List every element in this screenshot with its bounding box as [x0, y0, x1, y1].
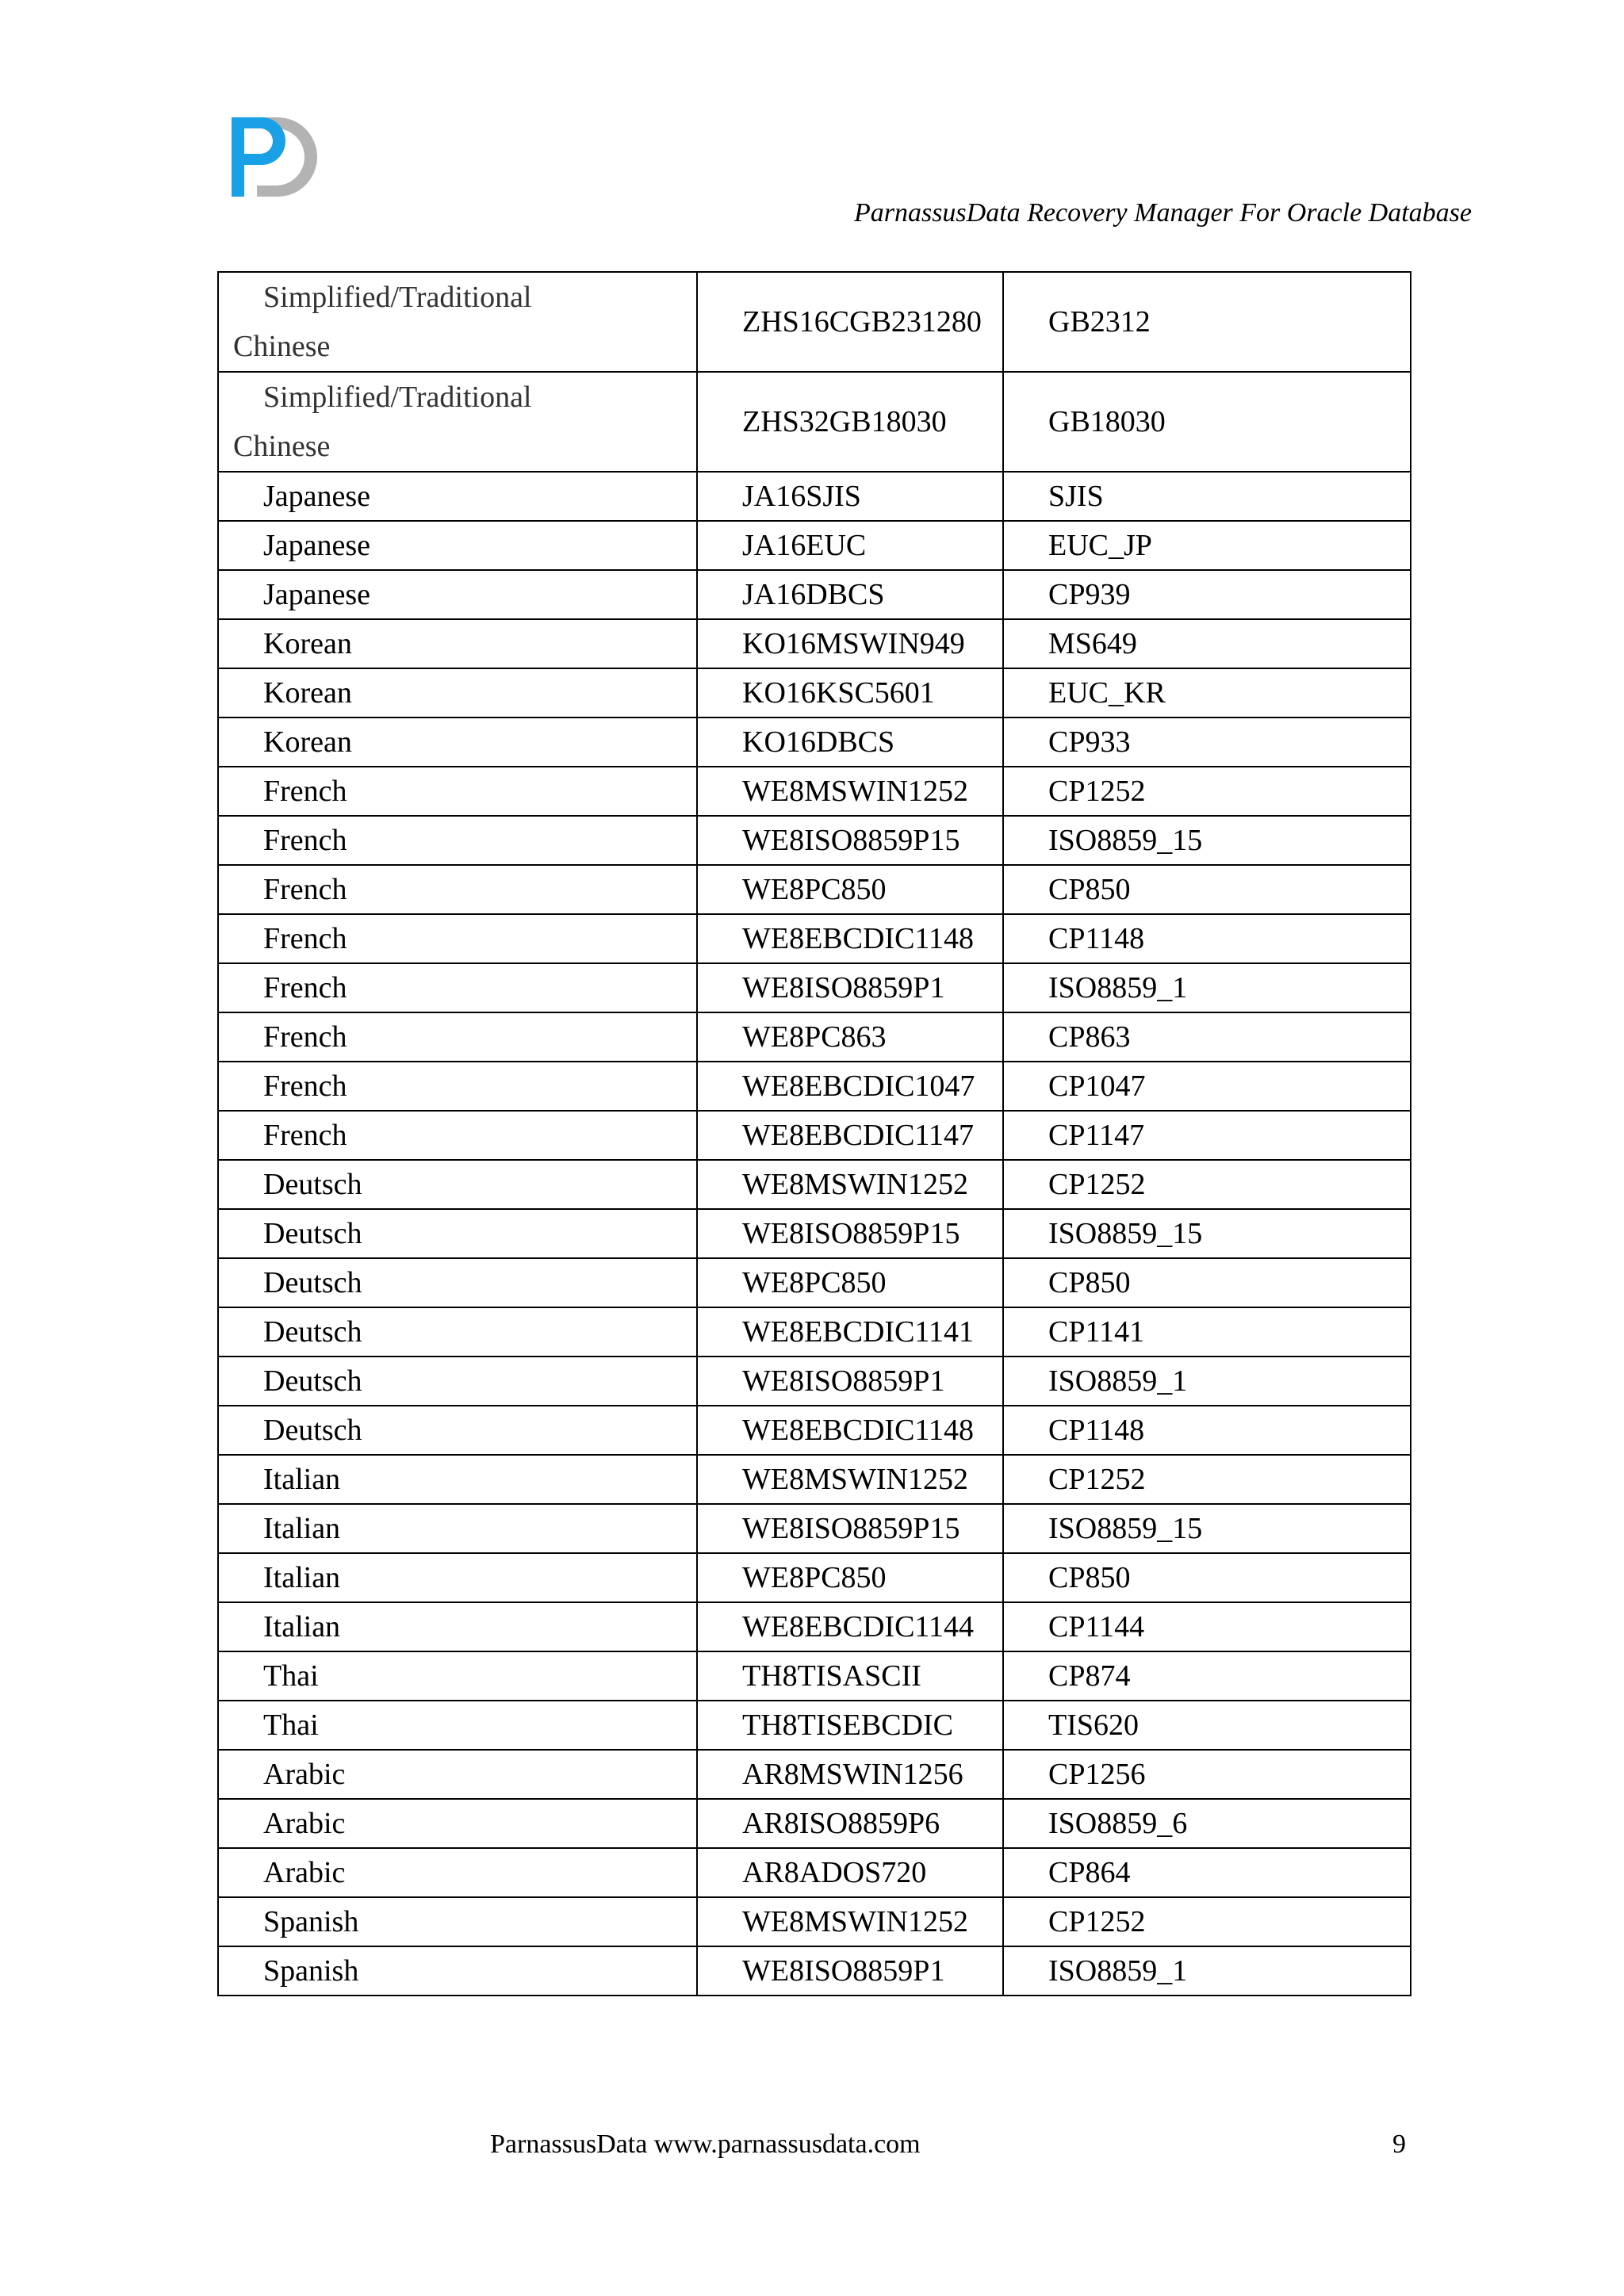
table-row — [218, 1062, 1411, 1111]
java-charset-cell: ISO8859_15 — [1003, 1504, 1411, 1553]
language-cell — [218, 272, 697, 372]
table-row — [218, 1111, 1411, 1160]
oracle-charset-cell: WE8ISO8859P1 — [697, 1946, 1003, 1996]
table-row — [218, 914, 1411, 963]
oracle-charset-cell: WE8ISO8859P15 — [697, 816, 1003, 865]
language-cell: Spanish — [218, 1897, 697, 1946]
java-charset-cell: CP1141 — [1003, 1307, 1411, 1357]
oracle-charset-cell: WE8MSWIN1252 — [697, 1160, 1003, 1209]
table-row — [218, 767, 1411, 816]
java-charset-cell: CP1252 — [1003, 767, 1411, 816]
table-row — [218, 668, 1411, 718]
table-row — [218, 1160, 1411, 1209]
language-cell: Italian — [218, 1455, 697, 1504]
table-row — [218, 1455, 1411, 1504]
table-row — [218, 472, 1411, 521]
table-body — [218, 272, 1411, 1996]
oracle-charset-cell: JA16SJIS — [697, 472, 1003, 521]
oracle-charset-cell: KO16KSC5601 — [697, 668, 1003, 718]
java-charset-cell: CP1256 — [1003, 1750, 1411, 1799]
oracle-charset-cell: WE8EBCDIC1147 — [697, 1111, 1003, 1160]
table-row — [218, 816, 1411, 865]
language-cell: Italian — [218, 1504, 697, 1553]
language-cell: French — [218, 1062, 697, 1111]
table-row — [218, 718, 1411, 767]
oracle-charset-cell: AR8ADOS720 — [697, 1848, 1003, 1897]
language-cell: Korean — [218, 619, 697, 668]
language-line-2: Chinese — [233, 430, 331, 463]
table-row — [218, 1012, 1411, 1062]
language-cell: Deutsch — [218, 1307, 697, 1357]
oracle-charset-cell: WE8EBCDIC1141 — [697, 1307, 1003, 1357]
table-row — [218, 865, 1411, 914]
java-charset-cell: ISO8859_1 — [1003, 1946, 1411, 1996]
table-row — [218, 570, 1411, 619]
table-row — [218, 1307, 1411, 1357]
oracle-charset-cell: WE8ISO8859P15 — [697, 1504, 1003, 1553]
java-charset-cell: TIS620 — [1003, 1701, 1411, 1750]
language-cell: Arabic — [218, 1750, 697, 1799]
header-title: ParnassusData Recovery Manager For Oracle Database — [853, 198, 1472, 228]
language-cell: Japanese — [218, 521, 697, 570]
language-cell: French — [218, 1111, 697, 1160]
oracle-charset-cell: AR8ISO8859P6 — [697, 1799, 1003, 1848]
language-cell: Arabic — [218, 1799, 697, 1848]
java-charset-cell: GB2312 — [1003, 272, 1411, 372]
java-charset-cell: CP1144 — [1003, 1602, 1411, 1651]
table-row — [218, 1848, 1411, 1897]
oracle-charset-cell: WE8MSWIN1252 — [697, 767, 1003, 816]
oracle-charset-cell: JA16EUC — [697, 521, 1003, 570]
table-row — [218, 963, 1411, 1012]
table-row — [218, 1750, 1411, 1799]
oracle-charset-cell: KO16MSWIN949 — [697, 619, 1003, 668]
language-cell: Italian — [218, 1602, 697, 1651]
language-cell: Korean — [218, 668, 697, 718]
language-cell: Korean — [218, 718, 697, 767]
table-row — [218, 619, 1411, 668]
language-cell: Spanish — [218, 1946, 697, 1996]
oracle-charset-cell: WE8MSWIN1252 — [697, 1455, 1003, 1504]
language-cell: French — [218, 767, 697, 816]
java-charset-cell: CP1252 — [1003, 1160, 1411, 1209]
language-cell: Japanese — [218, 472, 697, 521]
java-charset-cell: CP850 — [1003, 1258, 1411, 1307]
oracle-charset-cell: TH8TISEBCDIC — [697, 1701, 1003, 1750]
table-row — [218, 1946, 1411, 1996]
oracle-charset-cell: WE8PC863 — [697, 1012, 1003, 1062]
language-line-1: Simplified/Traditional — [263, 381, 532, 414]
table-row — [218, 1602, 1411, 1651]
language-cell: Thai — [218, 1651, 697, 1701]
language-cell: French — [218, 816, 697, 865]
table-row — [218, 1406, 1411, 1455]
language-line-1: Simplified/Traditional — [263, 281, 532, 314]
language-cell: Deutsch — [218, 1258, 697, 1307]
java-charset-cell: ISO8859_1 — [1003, 963, 1411, 1012]
java-charset-cell: EUC_KR — [1003, 668, 1411, 718]
language-cell: Arabic — [218, 1848, 697, 1897]
table-row — [218, 1701, 1411, 1750]
java-charset-cell: SJIS — [1003, 472, 1411, 521]
language-cell: Deutsch — [218, 1209, 697, 1258]
oracle-charset-cell: WE8EBCDIC1144 — [697, 1602, 1003, 1651]
footer-text: ParnassusData www.parnassusdata.com — [490, 2130, 921, 2159]
oracle-charset-cell: ZHS32GB18030 — [697, 372, 1003, 472]
oracle-charset-cell: WE8PC850 — [697, 1553, 1003, 1602]
logo-p-shape — [232, 117, 285, 197]
language-cell: Deutsch — [218, 1160, 697, 1209]
oracle-charset-cell: AR8MSWIN1256 — [697, 1750, 1003, 1799]
oracle-charset-cell: WE8EBCDIC1047 — [697, 1062, 1003, 1111]
oracle-charset-cell: WE8EBCDIC1148 — [697, 1406, 1003, 1455]
java-charset-cell: EUC_JP — [1003, 521, 1411, 570]
table-row — [218, 1209, 1411, 1258]
oracle-charset-cell: JA16DBCS — [697, 570, 1003, 619]
parnassusdata-logo-icon — [230, 113, 322, 201]
java-charset-cell: CP1147 — [1003, 1111, 1411, 1160]
oracle-charset-cell: TH8TISASCII — [697, 1651, 1003, 1701]
language-line-2: Chinese — [233, 330, 331, 363]
table-row — [218, 1258, 1411, 1307]
oracle-charset-cell: WE8EBCDIC1148 — [697, 914, 1003, 963]
java-charset-cell: ISO8859_1 — [1003, 1357, 1411, 1406]
language-cell: French — [218, 963, 697, 1012]
java-charset-cell: CP1252 — [1003, 1455, 1411, 1504]
oracle-charset-cell: WE8ISO8859P1 — [697, 1357, 1003, 1406]
java-charset-cell: CP1148 — [1003, 1406, 1411, 1455]
java-charset-cell: CP1252 — [1003, 1897, 1411, 1946]
language-cell: Thai — [218, 1701, 697, 1750]
java-charset-cell: CP850 — [1003, 1553, 1411, 1602]
java-charset-cell: CP1148 — [1003, 914, 1411, 963]
table-row — [218, 1504, 1411, 1553]
language-cell: Italian — [218, 1553, 697, 1602]
language-cell: French — [218, 914, 697, 963]
java-charset-cell: CP933 — [1003, 718, 1411, 767]
table-row — [218, 1553, 1411, 1602]
java-charset-cell: ISO8859_15 — [1003, 816, 1411, 865]
oracle-charset-cell: WE8PC850 — [697, 1258, 1003, 1307]
language-cell: French — [218, 865, 697, 914]
java-charset-cell: CP1047 — [1003, 1062, 1411, 1111]
java-charset-cell: ISO8859_15 — [1003, 1209, 1411, 1258]
table-row — [218, 1651, 1411, 1701]
java-charset-cell: CP863 — [1003, 1012, 1411, 1062]
oracle-charset-cell: WE8ISO8859P1 — [697, 963, 1003, 1012]
java-charset-cell: ISO8859_6 — [1003, 1799, 1411, 1848]
java-charset-cell: CP874 — [1003, 1651, 1411, 1701]
language-cell: Deutsch — [218, 1357, 697, 1406]
java-charset-cell: CP939 — [1003, 570, 1411, 619]
language-cell: Deutsch — [218, 1406, 697, 1455]
java-charset-cell: CP850 — [1003, 865, 1411, 914]
table-row — [218, 521, 1411, 570]
language-cell: French — [218, 1012, 697, 1062]
java-charset-cell: CP864 — [1003, 1848, 1411, 1897]
oracle-charset-cell: WE8ISO8859P15 — [697, 1209, 1003, 1258]
table-row — [218, 372, 1411, 472]
language-cell: Japanese — [218, 570, 697, 619]
oracle-charset-cell: ZHS16CGB231280 — [697, 272, 1003, 372]
java-charset-cell: MS649 — [1003, 619, 1411, 668]
table-row — [218, 272, 1411, 372]
table-row — [218, 1799, 1411, 1848]
java-charset-cell: GB18030 — [1003, 372, 1411, 472]
charset-mapping-table — [217, 271, 1411, 1996]
table-row — [218, 1897, 1411, 1946]
page-number: 9 — [1392, 2130, 1406, 2159]
language-cell — [218, 372, 697, 472]
table-row — [218, 1357, 1411, 1406]
oracle-charset-cell: WE8PC850 — [697, 865, 1003, 914]
oracle-charset-cell: WE8MSWIN1252 — [697, 1897, 1003, 1946]
oracle-charset-cell: KO16DBCS — [697, 718, 1003, 767]
